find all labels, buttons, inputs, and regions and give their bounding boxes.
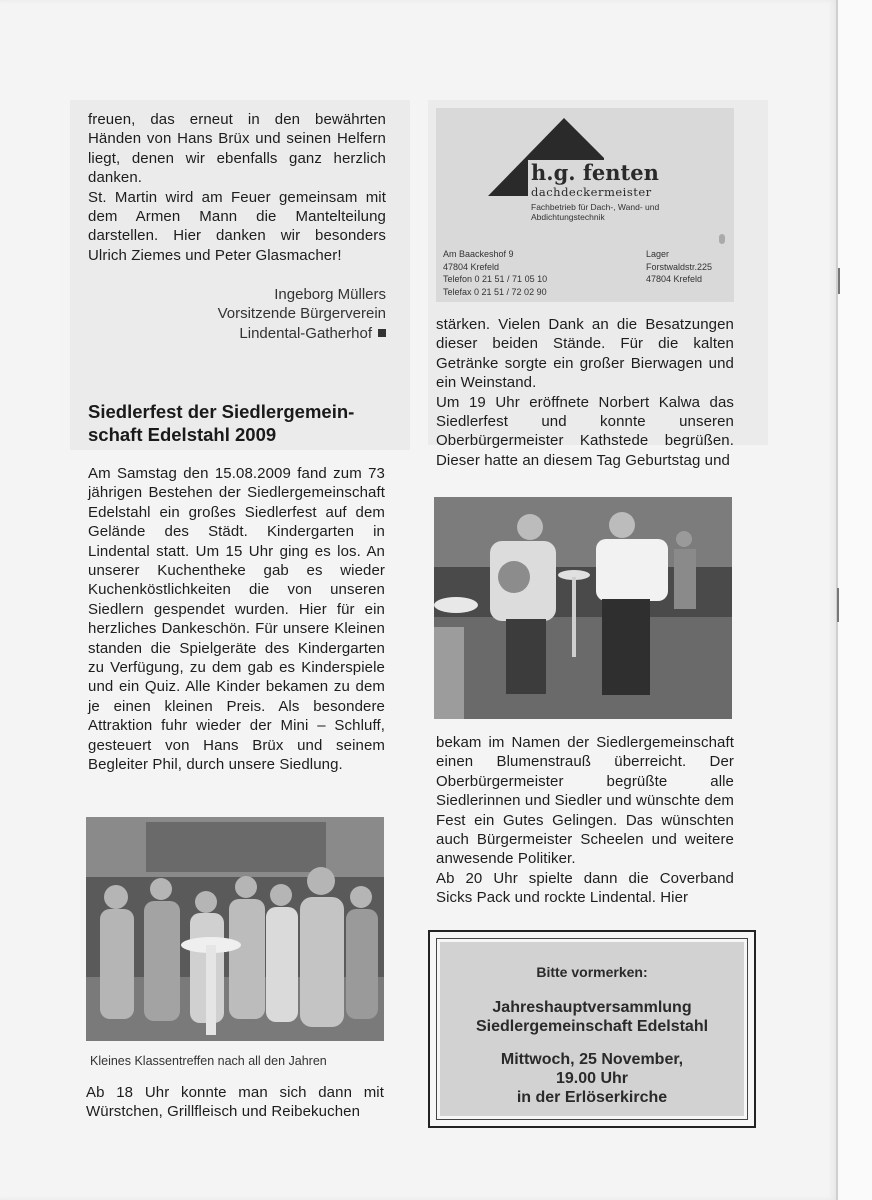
intro-text: [88, 110, 386, 265]
intro-paragraph: St. Martin wird am Feuer gemeinsam mit dem Armen Mann die Mantelteilung darstellen. Hier danken wir besonders Ulrich Ziemes und Peter Glasmacher!: [88, 188, 386, 264]
signature: [150, 285, 386, 343]
signature-place: Lindental-Gatherhof: [150, 324, 386, 343]
notice-box: [428, 930, 756, 1128]
signature-name: Ingeborg Müllers: [274, 286, 386, 303]
margin-mark: [837, 588, 839, 622]
end-mark-icon: [378, 329, 386, 337]
notice-event: Jahreshauptversammlung Siedlergemeinschaft Edelstahl: [475, 999, 709, 1035]
photo-caption: Kleines Klassentreffen nach all den Jahren: [90, 1054, 327, 1068]
intro-paragraph: freuen, das erneut in den bewährten Händen von Hans Brüx und seinen Helfern liegt, denen wir ebenfalls ganz herzlich danken.: [88, 111, 386, 187]
group-photo-image: [86, 817, 384, 1041]
advertisement: [436, 108, 734, 302]
pencil-mark-icon: [719, 234, 725, 244]
company-address: Am Baackeshof 9 47804 Krefeld Telefon 0 21 51 / 71 05 10 Telefax 0 21 51 / 72 02 90: [443, 249, 548, 297]
margin-mark: [838, 268, 840, 294]
signature-role: Vorsitzende Bürgerverein: [217, 305, 386, 323]
company-specialty: Fachbetrieb für Dach-, Wand- und Abdichtungstechnik: [531, 202, 660, 222]
article-body-left: Am Samstag den 15.08.2009 fand zum 73 jährigen Bestehen der Siedlergemeinschaft Edelstahl ein großes Siedlerfest auf dem Gelände des Städt. Kindergarten in Lindental statt. Um 15 Uhr ging es los. An unserer Kuchentheke gab es wieder Kuchenköstlichkeiten die von unseren Siedlern gespendet wurden. Hier für ein herzliches Dankeschön. Für unsere Kleinen standen die Spielgeräte des Kindergarten zu Verfügung, zu dem gab es Kinderspiele und ein Quiz. Alle Kinder bekamen zu dem je einen kleinen Preis. Als besondere Attraktion fuhr wieder der Mini – Schluff, gesteuert von Hans Brüx und seinem Begleiter Phil, durch unsere Siedlung.: [88, 465, 385, 774]
company-name: h.g. fenten: [531, 160, 659, 185]
group-photo: [86, 817, 384, 1041]
notice-heading: Bitte vormerken:: [536, 964, 648, 980]
page-edge: [838, 0, 872, 1200]
article-title: Siedlerfest der Siedlergemein- schaft Edelstahl 2009: [88, 401, 355, 445]
mayor-photo: [434, 497, 732, 719]
article-body-right-mid: bekam im Namen der Siedlergemeinschaft einen Blumenstrauß überreicht. Der Oberbürgermeister begrüßte alle Siedlerinnen und Siedler und wünschte dem Fest ein Gutes Gelingen. Das wünschten auch Bürgermeister Scheelen und weitere anwesende Politiker. Ab 20 Uhr spielte dann die Coverband Sicks Pack und rockte Lindental. Hier: [436, 734, 734, 907]
mayor-photo-image: [434, 497, 732, 719]
company-trade: dachdeckermeister: [531, 185, 652, 199]
article-body-right-top: stärken. Vielen Dank an die Besatzungen dieser beiden Stände. Für die kalten Getränke sorgte ein großer Bierwagen und ein Weinstand. Um 19 Uhr eröffnete Norbert Kalwa das Siedlerfest und konnte unseren Oberbürgermeister Kathstede begrüßen. Dieser hatte an diesem Tag Geburtstag und: [436, 316, 734, 469]
article-body-left-bottom: Ab 18 Uhr konnte man sich dann mit Würstchen, Grillfleisch und Reibekuchen: [86, 1084, 384, 1121]
notice-date: Mittwoch, 25 November, 19.00 Uhr in der Erlöserkirche: [500, 1051, 684, 1106]
warehouse-address: Lager Forstwaldstr.225 47804 Krefeld: [646, 249, 713, 284]
